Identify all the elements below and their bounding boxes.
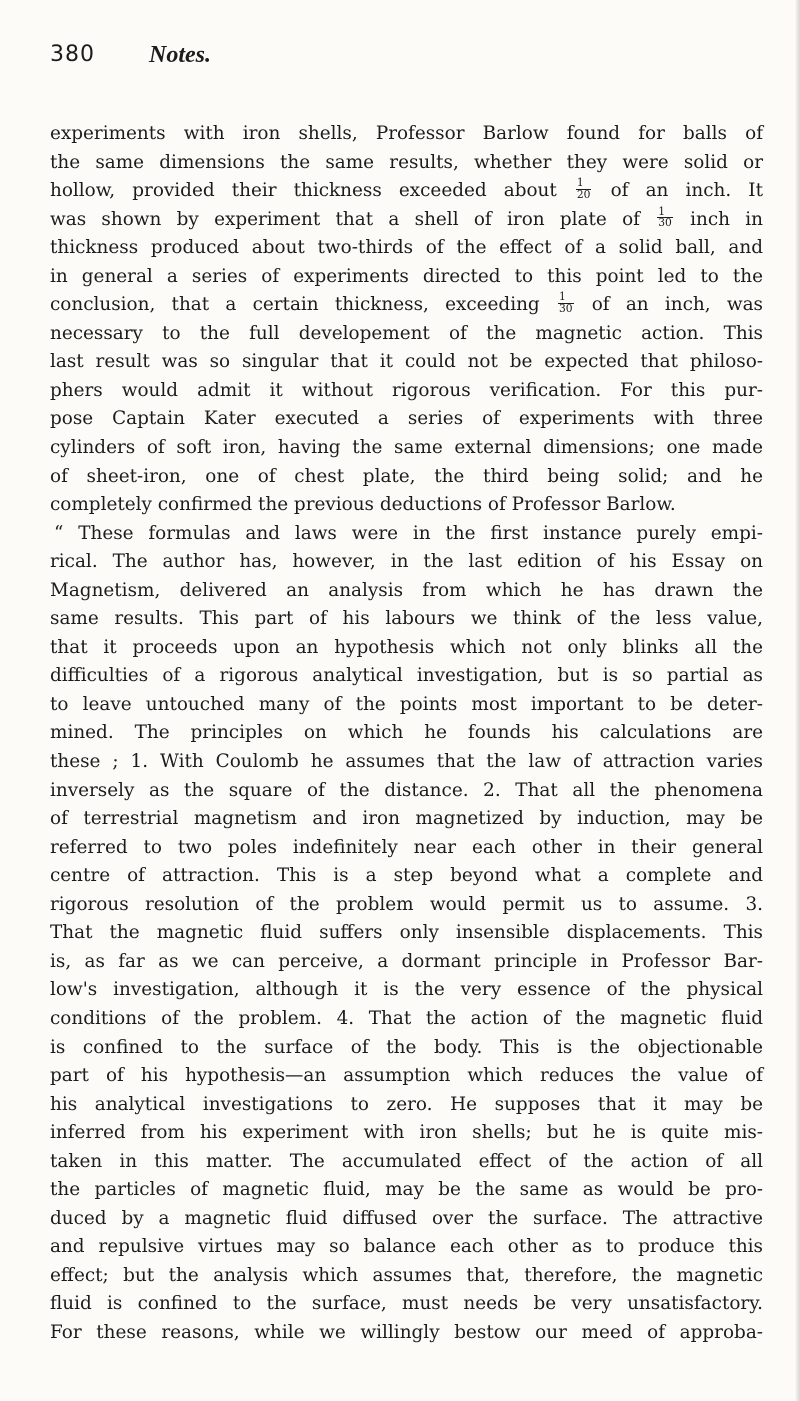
fraction-one-twentieth: $\frac{1}{20}$: [576, 176, 591, 201]
text-line: Magnetism, delivered an analysis from which he has drawn the: [50, 579, 763, 601]
text-line: rigorous resolution of the problem would permit us to assume. 3.: [50, 893, 763, 915]
body-text: [50, 120, 763, 1348]
text-line: taken in this matter. The accumulated effect of the action of all: [50, 1150, 763, 1172]
text-line: is confined to the surface of the body. This is the objectionable: [50, 1036, 763, 1058]
text-line: the same dimensions the same results, whether they were solid or: [50, 151, 763, 173]
fraction-one-thirtieth: $\frac{1}{30}$: [658, 204, 672, 230]
text-line: phers would admit it without rigorous verification. For this pur-: [50, 379, 763, 401]
text-line: cylinders of soft iron, having the same external dimensions; one made: [50, 437, 763, 459]
text-line: to leave untouched many of the points most important to be deter-: [50, 693, 763, 715]
text-line: the particles of magnetic fluid, may be the same as would be pro-: [50, 1179, 763, 1201]
text-line: experiments with iron shells, Professor Barlow found for balls of: [50, 123, 763, 144]
text-line: conclusion, that a certain thickness, exceeding $\frac{1}{30}$ of an inch, was: [50, 290, 763, 316]
text-line: pose Captain Kater executed a series of experiments with three: [50, 408, 763, 430]
text-line: That the magnetic fluid suffers only insensible displacements. This: [50, 922, 763, 944]
text-line: last result was so singular that it could not be expected that philoso-: [50, 351, 763, 373]
text-line: part of his hypothesis—an assumption which reduces the value of: [50, 1065, 763, 1087]
text-line: “ These formulas and laws were in the first instance purely empi-: [54, 522, 763, 544]
text-line: in general a series of experiments directed to this point led to the: [50, 265, 763, 287]
page-number: 380: [50, 42, 95, 67]
text-line: difficulties of a rigorous analytical investigation, but is so partial as: [50, 665, 763, 687]
text-line: mined. The principles on which he founds his calculations are: [50, 722, 763, 744]
running-head: Notes.: [149, 42, 211, 68]
text-line: necessary to the full developement of the magnetic action. This: [50, 322, 763, 344]
text-line: completely confirmed the previous deductions of Professor Barlow.: [50, 494, 676, 516]
text-line: his analytical investigations to zero. He supposes that it may be: [50, 1093, 763, 1115]
text-line: For these reasons, while we willingly bestow our meed of approba-: [50, 1321, 763, 1343]
text-line: is, as far as we can perceive, a dormant principle in Professor Bar-: [50, 950, 763, 972]
text-line: thickness produced about two-thirds of the effect of a solid ball, and: [50, 237, 763, 259]
text-line: same results. This part of his labours we think of the less value,: [50, 608, 763, 630]
text-line: conditions of the problem. 4. That the action of the magnetic fluid: [50, 1007, 763, 1029]
text-line: hollow, provided their thickness exceeded about $\frac{1}{20}$ of an inch. It: [50, 176, 763, 202]
text-line: referred to two poles indefinitely near each other in their general: [50, 836, 763, 858]
fraction-one-thirtieth: $\frac{1}{30}$: [558, 290, 573, 315]
text-line: of terrestrial magnetism and iron magnetized by induction, may be: [50, 808, 763, 830]
text-line: low's investigation, although it is the very essence of the physical: [50, 979, 763, 1001]
text-line: inversely as the square of the distance. 2. That all the phenomena: [50, 779, 763, 801]
text-line: and repulsive virtues may so balance each other as to produce this: [50, 1236, 763, 1258]
text-line: centre of attraction. This is a step beyond what a complete and: [50, 865, 763, 887]
text-line: rical. The author has, however, in the last edition of his Essay on: [50, 551, 763, 573]
text-line: fluid is confined to the surface, must needs be very unsatisfactory.: [50, 1293, 763, 1315]
text-line: that it proceeds upon an hypothesis which not only blinks all the: [50, 636, 763, 658]
text-line: effect; but the analysis which assumes that, therefore, the magnetic: [50, 1264, 763, 1286]
text-line: duced by a magnetic fluid diffused over the surface. The attractive: [50, 1207, 763, 1229]
page-header: [50, 42, 750, 82]
text-line: these ; 1. With Coulomb he assumes that the law of attraction varies: [50, 751, 763, 773]
text-line: was shown by experiment that a shell of iron plate of $\frac{1}{30}$ inch in: [50, 204, 763, 230]
text-line: inferred from his experiment with iron shells; but he is quite mis-: [50, 1122, 763, 1144]
text-line: of sheet-iron, one of chest plate, the third being solid; and he: [50, 465, 763, 487]
